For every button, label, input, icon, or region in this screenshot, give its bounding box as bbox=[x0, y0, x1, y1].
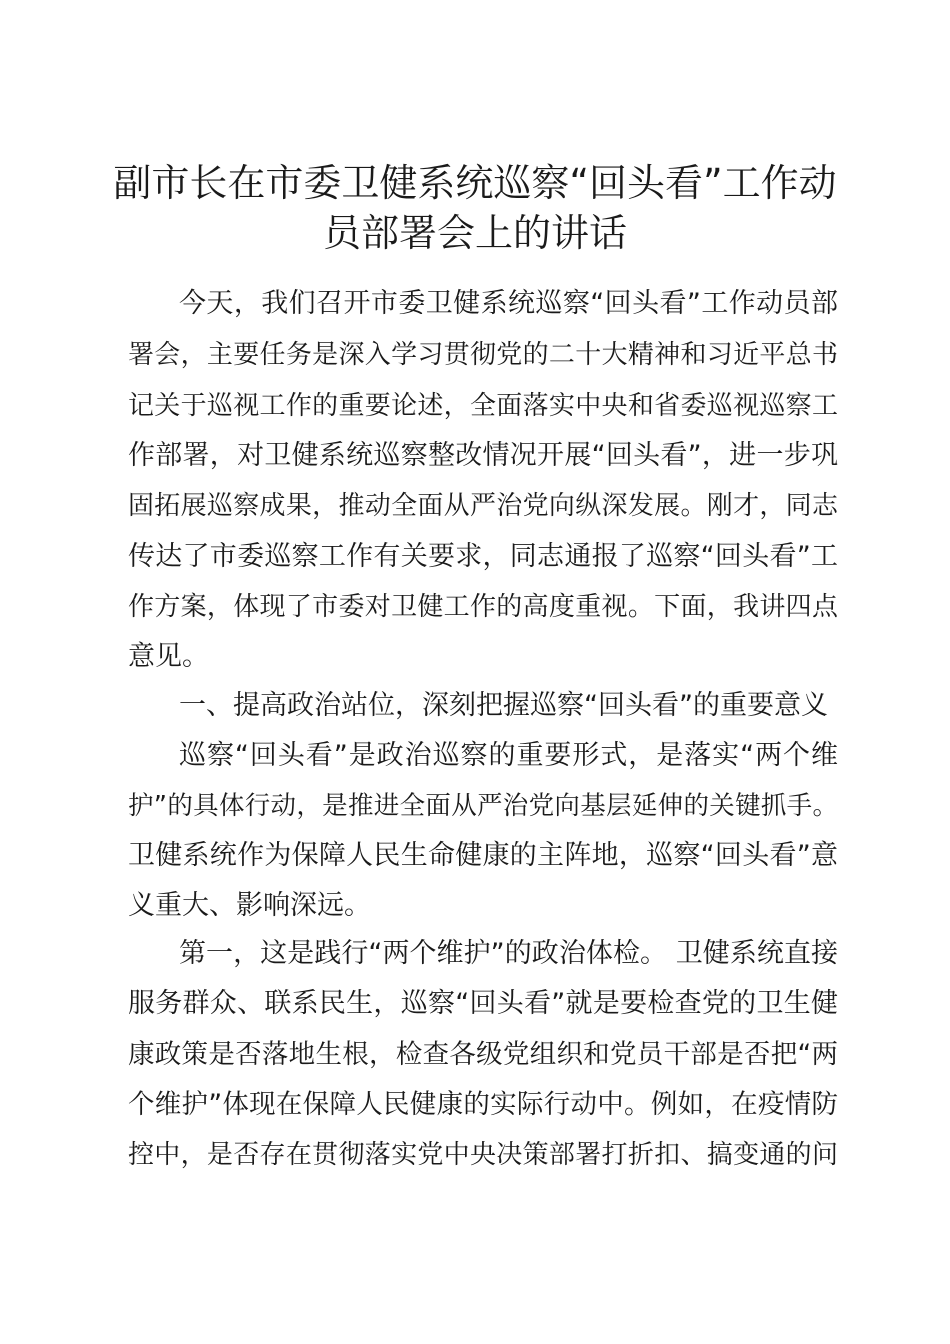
body-line: 今天，我们召开市委卫健系统巡察“回头看”工作动员部 bbox=[179, 288, 838, 319]
body-line: 个维护”体现在保障人民健康的实际行动中。例如，在疫情防 bbox=[128, 1089, 838, 1120]
body-line: 署会，主要任务是深入学习贯彻党的二十大精神和习近平总书 bbox=[128, 340, 838, 370]
document-title-line-1: 副市长在市委卫健系统巡察“回头看”工作动 bbox=[113, 161, 837, 205]
body-line: 意见。 bbox=[128, 641, 209, 672]
body-line: 服务群众、联系民生，巡察“回头看”就是要检查党的卫生健 bbox=[128, 988, 838, 1019]
section-heading: 一、提高政治站位，深刻把握巡察“回头看”的重要意义 bbox=[179, 690, 828, 721]
body-line: 康政策是否落地生根，检查各级党组织和党员干部是否把“两 bbox=[128, 1039, 838, 1070]
body-line: 控中，是否存在贯彻落实党中央决策部署打折扣、搞变通的问 bbox=[128, 1140, 838, 1170]
body-line: 义重大、影响深远。 bbox=[128, 890, 371, 921]
body-line: 护”的具体行动，是推进全面从严治党向基层延伸的关键抓手。 bbox=[128, 791, 838, 821]
body-line: 作方案，体现了市委对卫健工作的高度重视。下面，我讲四点 bbox=[128, 592, 838, 622]
body-line: 记关于巡视工作的重要论述，全面落实中央和省委巡视巡察工 bbox=[128, 391, 838, 421]
document-title-line-2: 员部署会上的讲话 bbox=[322, 211, 627, 255]
body-line: 传达了市委巡察工作有关要求，同志通报了巡察“回头看”工 bbox=[128, 541, 838, 572]
body-line: 卫健系统作为保障人民生命健康的主阵地，巡察“回头看”意 bbox=[128, 840, 838, 871]
body-line: 固拓展巡察成果，推动全面从严治党向纵深发展。刚才，同志 bbox=[128, 491, 838, 521]
body-line: 第一，这是践行“两个维护”的政治体检。 卫健系统直接 bbox=[179, 938, 838, 969]
body-line: 巡察“回头看”是政治巡察的重要形式，是落实“两个维 bbox=[179, 740, 838, 771]
body-line: 作部署，对卫健系统巡察整改情况开展“回头看”，进一步巩 bbox=[128, 440, 838, 471]
